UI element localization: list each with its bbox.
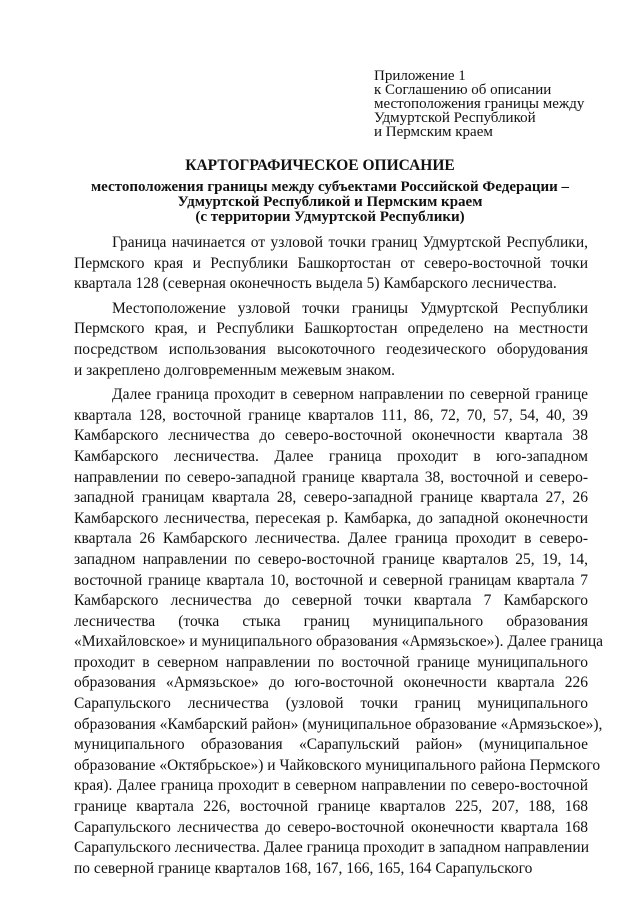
text-line: Сарапульского лесничества. Далее граница проходит в западном направлении bbox=[74, 839, 589, 857]
appendix-line: Удмуртской Республикой bbox=[374, 110, 536, 126]
text-line: Камбарского лесничества. Далее граница проходит в юго-западном bbox=[74, 447, 588, 465]
text-line: Пермского края и Республики Башкортостан от северо-восточной точки bbox=[74, 254, 588, 272]
paragraph bbox=[74, 233, 588, 295]
text-line: Камбарского лесничества до северной точки квартала 7 Камбарского bbox=[74, 592, 588, 610]
text-line: Камбарского лесничества до северо-восточной оконечности квартала 38 bbox=[74, 427, 588, 445]
text-line: образование «Октябрьское») и Чайковского муниципального района Пермского bbox=[74, 756, 601, 774]
document-title: КАРТОГРАФИЧЕСКОЕ ОПИСАНИЕ bbox=[185, 157, 455, 174]
subtitle-line: (с территории Удмуртской Республики) bbox=[195, 209, 465, 225]
subtitle-line: местоположения границы между субъектами Российской Федерации – bbox=[90, 179, 570, 195]
text-line: Местоположение узловой точки границы Удмуртской Республики bbox=[112, 299, 588, 317]
document-body bbox=[74, 233, 604, 879]
text-line: Камбарского лесничества, пересекая р. Камбарка, до западной оконечности bbox=[74, 509, 588, 527]
text-line: Сарапульского лесничества (узловой точки границ муниципального bbox=[74, 695, 588, 713]
text-line: квартала 128 (северная оконечность выдела 5) Камбарского лесничества. bbox=[74, 275, 557, 293]
text-line: посредством использования высокоточного геодезического оборудования bbox=[74, 340, 588, 358]
text-line: проходит в северном направлении по восточной границе муниципального bbox=[74, 653, 588, 671]
text-line: образования «Армязьское» до юго-восточной оконечности квартала 226 bbox=[74, 674, 588, 692]
text-line: края). Далее граница проходит в северном направлении по северо-восточной bbox=[74, 777, 588, 795]
text-line: границе квартала 226, восточной границе кварталов 225, 207, 188, 168 bbox=[74, 798, 588, 816]
text-line: по северной границе кварталов 168, 167, 166, 165, 164 Сарапульского bbox=[74, 859, 533, 877]
text-line: Граница начинается от узловой точки границ Удмуртской Республики, bbox=[112, 234, 588, 251]
paragraph bbox=[74, 385, 604, 879]
text-line: Далее граница проходит в северном направлении по северной границе bbox=[112, 386, 588, 404]
text-line: образования «Камбарский район» (муниципальное образование «Армязьское»), bbox=[74, 715, 603, 733]
text-line: Пермского края, и Республики Башкортостан определено на местности bbox=[74, 320, 588, 338]
appendix-line: к Соглашению об описании bbox=[374, 82, 552, 98]
text-line: направлении по северо-западной границе квартала 38, восточной и северо- bbox=[74, 468, 588, 486]
appendix-note bbox=[374, 69, 624, 139]
document-subtitle bbox=[60, 180, 600, 225]
appendix-line: местоположения границы между bbox=[374, 96, 585, 112]
appendix-line: и Пермским краем bbox=[374, 124, 493, 140]
text-line: восточной границе квартала 10, восточной и северной границам квартала 7 bbox=[74, 571, 588, 589]
paragraph bbox=[74, 299, 588, 381]
text-line: муниципального образования «Сарапульский район» (муниципальное bbox=[74, 736, 588, 754]
text-line: квартала 26 Камбарского лесничества. Далее граница проходит в северо- bbox=[74, 530, 588, 548]
text-line: западном направлении по северо-восточной границе кварталов 25, 19, 14, bbox=[74, 550, 588, 568]
text-line: лесничества (точка стыка границ муниципального образования bbox=[74, 612, 588, 630]
subtitle-line: Удмуртской Республикой и Пермским краем bbox=[177, 194, 483, 210]
text-line: западной границам квартала 28, северо-западной границе квартала 27, 26 bbox=[74, 489, 588, 507]
appendix-line: Приложение 1 bbox=[374, 68, 466, 84]
text-line: «Михайловское» и муниципального образования «Армязьское»). Далее граница bbox=[74, 633, 604, 651]
text-line: квартала 128, восточной границе кварталов 111, 86, 72, 70, 57, 54, 40, 39 bbox=[74, 406, 588, 424]
text-line: Сарапульского лесничества до северо-восточной оконечности квартала 168 bbox=[74, 818, 588, 836]
text-line: и закреплено долговременным межевым знаком. bbox=[74, 361, 396, 379]
